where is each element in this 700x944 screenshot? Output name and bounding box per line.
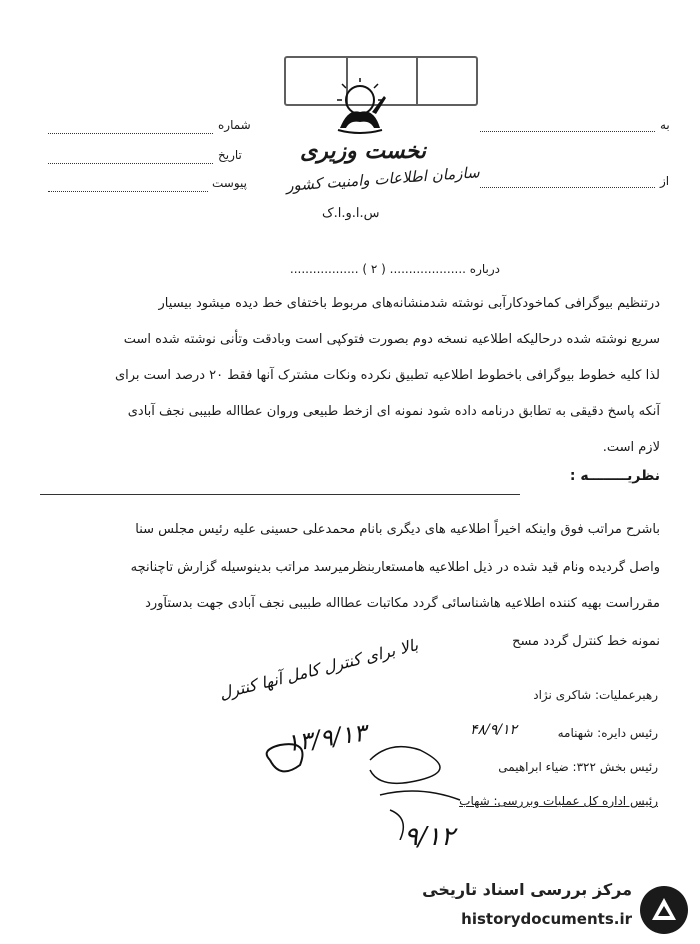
subject-label: درباره bbox=[469, 262, 500, 276]
opinion-line: باشرح مراتب فوق واینکه اخیراً اطلاعیه های دیگری بانام محمدعلی حسینی علیه رئیس مجلس سنا bbox=[135, 522, 660, 537]
archive-site: historydocuments.ir bbox=[461, 910, 632, 928]
signature-line: رئیس دایره: شهنامه bbox=[557, 726, 658, 740]
org-title: نخست وزیری bbox=[300, 138, 426, 164]
archive-logo-icon bbox=[638, 884, 690, 936]
org-subtitle: سازمان اطلاعات وامنیت کشور bbox=[285, 163, 481, 195]
body-line: لذا کلیه خطوط بیوگرافی باخطوط اطلاعیه تطبیق نکرده ونکات مشترک آنها فقط ۲۰ درصد است برای bbox=[114, 368, 660, 383]
signature-line: رئیس اداره کل عملیات وبررسی: شهاب bbox=[459, 794, 658, 808]
body-line: آنکه پاسخ دقیقی به تطابق درنامه داده شود نمونه ای ازخط طبیعی وروان عطااله طبیبی نجف آبادی bbox=[127, 404, 660, 419]
subject-row: درباره .................... ( ۲ ) .................. bbox=[289, 262, 500, 276]
field-shomare: شماره bbox=[218, 118, 251, 132]
org-code: س.ا.و.ا.ک bbox=[322, 206, 380, 221]
opinion-line: نمونه خط کنترل گردد مسح bbox=[512, 634, 660, 649]
opinion-heading: نظریــــــــه : bbox=[569, 468, 660, 484]
body-line: لازم است. bbox=[602, 440, 660, 455]
field-be: به bbox=[660, 118, 670, 132]
subject-number: ( ۲ ) bbox=[362, 262, 386, 276]
opinion-line: مقرراست بهیه کننده اطلاعیه هاشناسائی گردد مکاتبات عطااله طبیبی نجف آبادی جهت بدستآورد bbox=[145, 596, 660, 611]
field-peyvast: پیوست bbox=[212, 176, 247, 190]
handwritten-scribbles bbox=[250, 700, 470, 840]
signature-line: رهبرعملیات: شاکری نژاد bbox=[533, 688, 658, 702]
archive-watermark bbox=[420, 880, 690, 940]
handwritten-date: ۱۳/۹/۱۳ bbox=[284, 718, 369, 758]
handwritten-note: بالا برای کنترل کامل آنها کنترل bbox=[217, 635, 420, 703]
opinion-line: واصل گردیده ونام قید شده در ذیل اطلاعیه هامستعاربنظرمیرسد مراتب بدینوسیله گزارش تاچنانچه bbox=[130, 560, 660, 575]
divider bbox=[40, 494, 520, 495]
field-tarikh: تاریخ bbox=[218, 148, 242, 162]
handwritten-date-bottom: ۹/۱۲ bbox=[404, 822, 455, 852]
body-line: درتنظیم بیوگرافی کماخودکارآبی نوشته شدمنشانه‌های مربوط باختفای خط دیده میشود بیسیار bbox=[158, 296, 660, 311]
handwritten-date-small: ۴۸/۹/۱۲ bbox=[470, 722, 518, 738]
archive-name: مرکز بررسی اسناد تاریخی bbox=[422, 880, 632, 899]
body-line: سریع نوشته شده درحالیکه اطلاعیه نسخه دوم بصورت فتوکپی است وبادقت وتأنی نوشته شده است bbox=[123, 332, 660, 347]
field-az: از bbox=[660, 174, 670, 188]
lion-and-sun-emblem bbox=[330, 78, 390, 138]
signature-line: رئیس بخش ۳۲۲: ضیاء ابراهیمی bbox=[498, 760, 658, 774]
